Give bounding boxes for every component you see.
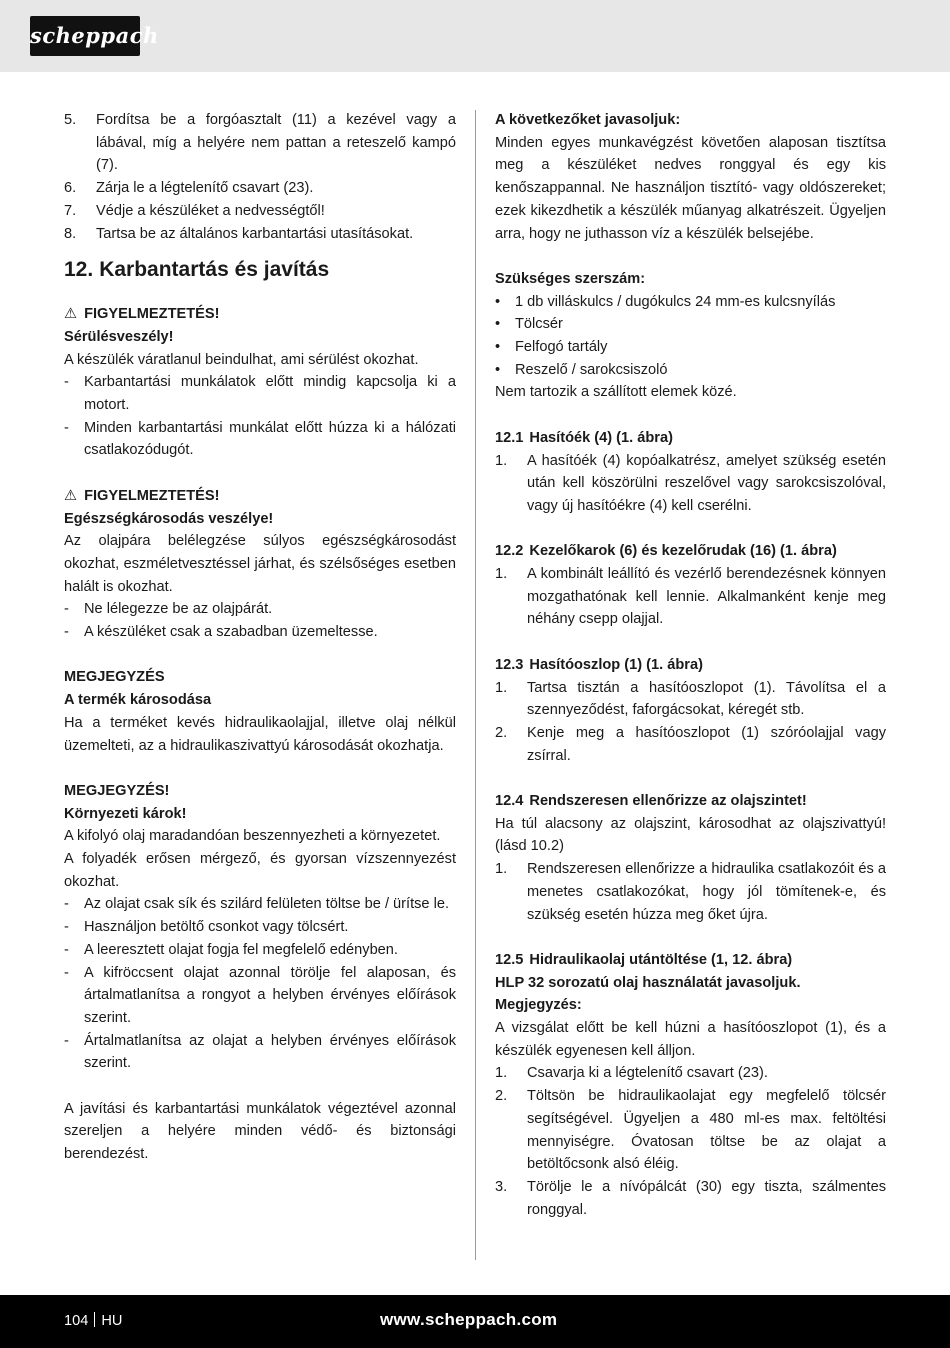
list-item: - Az olajat csak sík és szilárd felületen töltse be / ürítse le.: [64, 896, 450, 913]
steps-list: [495, 450, 886, 518]
warning-triangle-icon: ⚠: [64, 306, 78, 323]
section-12-3: [495, 654, 886, 768]
footer-separator: [94, 1312, 95, 1327]
note-text: Ha a terméket kevés hidraulikaolajjal, illetve olaj nélkül üzemelteti, az a hidraulikaszivattyú károsodását okozhatja.: [64, 714, 456, 754]
warning-subtitle: Sérülésveszély!: [64, 328, 174, 345]
right-column: [495, 109, 886, 1221]
subsection-heading: 12.2 Kezelőkarok (6) és kezelőrudak (16) (1. ábra): [495, 543, 837, 560]
subsection-heading: 12.3 Hasítóoszlop (1) (1. ábra): [495, 656, 703, 673]
note-subtitle: A termék károsodása: [64, 692, 212, 709]
header-bar: [0, 0, 950, 72]
list-item: 1. Rendszeresen ellenőrizze a hidraulika csatlakozóit és a menetes csatlakozókat, hogy jól tömítenek-e, és szükség esetén húzza meg őket újra.: [495, 861, 886, 923]
closing-text: A javítási és karbantartási munkálatok végeztével azonnal szereljen a helyére minden védő- és biztonsági berendezést.: [64, 1100, 456, 1163]
list-item: 7. Védje a készüléket a nedvességtől!: [64, 202, 325, 219]
list-item: - Használjon betöltő csonkot vagy tölcsért.: [64, 919, 349, 936]
list-item: - A készüléket csak a szabadban üzemeltesse.: [64, 624, 378, 641]
note-subtitle: Környezeti károk!: [64, 805, 187, 822]
list-item: • Tölcsér: [495, 316, 563, 333]
warning-list: [64, 598, 456, 643]
steps-list: [495, 1062, 886, 1221]
note-list: [64, 893, 456, 1075]
warning-text: A készülék váratlanul beindulhat, ami sérülést okozhat.: [64, 351, 419, 368]
list-item: 1. Csavarja ki a légtelenítő csavart (23).: [495, 1065, 768, 1082]
section-12-4: [495, 790, 886, 926]
page-number: 104: [64, 1313, 89, 1329]
list-item: - Karbantartási munkálatok előtt mindig kapcsolja ki a motort.: [64, 374, 456, 414]
list-item: - Ne lélegezze be az olajpárát.: [64, 601, 273, 618]
warning-subtitle: Egészségkárosodás veszélye!: [64, 510, 274, 527]
section-heading: 12. Karbantartás és javítás: [64, 258, 330, 282]
tools-note: Nem tartozik a szállított elemek közé.: [495, 384, 737, 401]
note-block-environment: [64, 780, 456, 1075]
tools-block: [495, 268, 886, 404]
note-text: A folyadék erősen mérgező, és gyorsan vízszennyezést okozhat.: [64, 851, 456, 890]
list-item: 3. Törölje le a nívópálcát (30) egy tiszta, szálmentes ronggyal.: [495, 1178, 886, 1218]
list-item: 1. A kombinált leállító és vezérlő berendezésnek könnyen mozgathatónak kell lennie. Alkalmanként kenje meg néhány csepp olajjal.: [495, 566, 886, 628]
subsection-heading: 12.5 Hidraulikaolaj utántöltése (1, 12. ábra): [495, 951, 793, 968]
subsection-heading: 12.1 Hasítóék (4) (1. ábra): [495, 429, 673, 446]
list-item: 2. Töltsön be hidraulikaolajat egy megfelelő tölcsér segítségével. Ügyeljen a 480 ml-es max. feltöltési mennyiségre. Óvatosan töltse be az olajat a betöltőcsonk alsó éléig.: [495, 1088, 886, 1173]
list-item: 5. Fordítsa be a forgóasztalt (11) a kezével vagy a lábával, míg a helyére nem pattan a reteszelő kampó (7).: [64, 112, 456, 174]
page-info: [64, 1311, 122, 1331]
recommend-block: [495, 109, 886, 245]
list-item: • Reszelő / sarokcsiszoló: [495, 361, 668, 378]
tools-title: Szükséges szerszám:: [495, 270, 646, 287]
note-block-product: [64, 666, 456, 757]
section-12-1: [495, 427, 886, 518]
warning-list: [64, 371, 456, 462]
warning-block-health: [64, 485, 456, 644]
recommend-text: Minden egyes munkavégzést követően alaposan tisztítsa meg a készüléket nedves ronggyal és egy kis kenőszappannal. Ne használjon tisztító- vagy oldószereket; ezek kikezdhetik a készülék műanyag alkatrészeit. Ügyeljen arra, hogy ne juthasson víz a készülék belsejébe.: [495, 134, 886, 242]
note-title: MEGJEGYZÉS!: [64, 782, 170, 799]
warning-text: Az olajpára belélegzése súlyos egészségkárosodást okozhat, eszméletvesztéssel járhat, és szélsőséges esetben halált is okozhat.: [64, 533, 456, 595]
list-item: • Felfogó tartály: [495, 339, 608, 356]
subsection-heading: 12.4 Rendszeresen ellenőrizze az olajszintet!: [495, 793, 807, 810]
section-subtitle: HLP 32 sorozatú olaj használatát javasoljuk.: [495, 974, 801, 991]
column-divider: [475, 110, 476, 1260]
list-item: 2. Kenje meg a hasítóoszlopot (1) szóróolajjal vagy zsírral.: [495, 724, 886, 764]
list-item: 8. Tartsa be az általános karbantartási utasításokat.: [64, 225, 414, 242]
list-item: 1. A hasítóék (4) kopóalkatrész, amelyet szükség esetén után kell köszörülni reszelővel vagy sarokcsiszolóval, vagy új hasítóékre (4) kell cserélni.: [495, 452, 886, 514]
list-item: 6. Zárja le a légtelenítő csavart (23).: [64, 180, 314, 197]
list-item: - A kifröccsent olajat azonnal törölje fel alaposan, és ártalmatlanítsa a rongyot a helyben érvényes előírások szerint.: [64, 964, 456, 1026]
tools-list: [495, 291, 886, 382]
warning-title: ⚠ FIGYELMEZTETÉS!: [64, 303, 456, 326]
note-label: Megjegyzés:: [495, 997, 582, 1014]
warning-triangle-icon: ⚠: [64, 487, 78, 504]
steps-list: [495, 677, 886, 768]
steps-list: [495, 858, 886, 926]
section-text: A vizsgálat előtt be kell húzni a hasítóoszlopot (1), és a készülék egyenesen kell álljon.: [495, 1020, 886, 1059]
steps-list: [495, 563, 886, 631]
list-item: - Ártalmatlanítsa az olajat a helyben érvényes előírások szerint.: [64, 1032, 456, 1072]
note-text: A kifolyó olaj maradandóan beszennyezheti a környezetet.: [64, 828, 441, 845]
note-title: MEGJEGYZÉS: [64, 669, 165, 686]
recommend-title: A következőket javasoljuk:: [495, 112, 681, 128]
website-link[interactable]: www.scheppach.com: [380, 1310, 558, 1329]
list-item: - Minden karbantartási munkálat előtt húzza ki a hálózati csatlakozódugót.: [64, 419, 456, 459]
language-code: HU: [101, 1313, 123, 1329]
list-item: • 1 db villáskulcs / dugókulcs 24 mm-es kulcsnyílás: [495, 293, 836, 310]
left-column: [64, 109, 456, 1166]
list-item: - A leeresztett olajat fogja fel megfelelő edényben.: [64, 941, 398, 958]
list-item: 1. Tartsa tisztán a hasítóoszlopot (1). Távolítsa el a szennyeződést, faforgácsokat, kéregét stb.: [495, 679, 886, 719]
steps-list: [64, 109, 456, 245]
section-12-5: [495, 949, 886, 1221]
warning-block-injury: [64, 303, 456, 462]
section-12-2: [495, 540, 886, 631]
scheppach-logo: scheppach: [30, 16, 140, 56]
warning-title: ⚠ FIGYELMEZTETÉS!: [64, 485, 456, 508]
section-text: Ha túl alacsony az olajszint, károsodhat az olajszivattyú! (lásd 10.2): [495, 815, 886, 855]
footer-bar: [0, 1295, 950, 1348]
